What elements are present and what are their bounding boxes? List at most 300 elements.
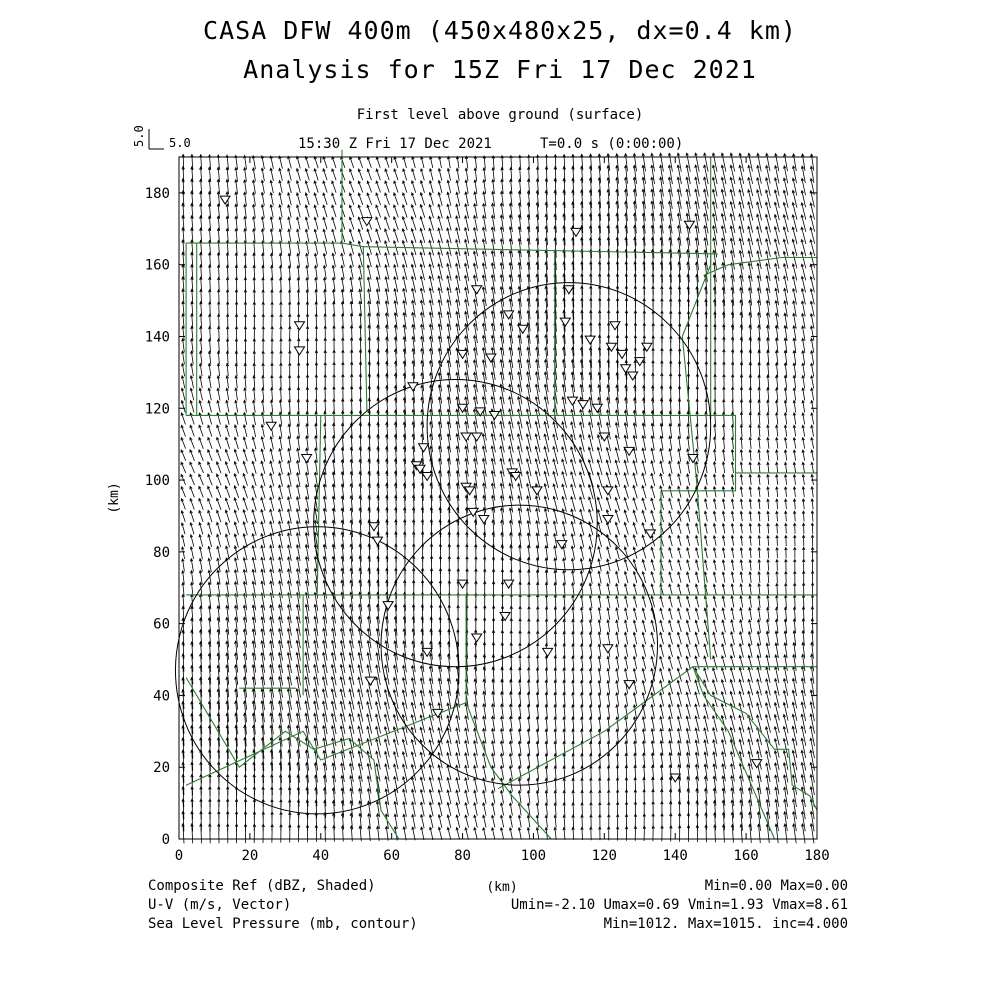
wind-vector bbox=[660, 511, 664, 522]
wind-vector bbox=[235, 168, 238, 182]
wind-vector bbox=[234, 462, 238, 474]
wind-vector bbox=[616, 608, 619, 620]
wind-vector bbox=[616, 620, 619, 632]
wind-vector bbox=[208, 351, 211, 364]
wind-vector bbox=[572, 693, 575, 707]
wind-vector bbox=[492, 803, 495, 816]
x-tick-label: 160 bbox=[733, 848, 759, 864]
wind-vector bbox=[394, 229, 399, 243]
wind-vector bbox=[633, 535, 637, 547]
wind-vector bbox=[651, 511, 655, 523]
wind-vector bbox=[712, 153, 717, 172]
wind-vector bbox=[776, 584, 779, 596]
wind-vector bbox=[581, 668, 584, 681]
wind-vector bbox=[616, 669, 619, 682]
wind-vector bbox=[633, 656, 636, 669]
wind-vector bbox=[802, 523, 805, 534]
wind-vector bbox=[509, 754, 512, 768]
wind-vector bbox=[252, 510, 256, 523]
wind-vector bbox=[289, 363, 292, 377]
wind-vector bbox=[376, 217, 381, 230]
wind-vector bbox=[271, 278, 274, 292]
wind-vector bbox=[545, 729, 548, 743]
wind-vector bbox=[802, 475, 805, 485]
wind-vector bbox=[740, 462, 743, 473]
wind-vector bbox=[660, 535, 664, 546]
wind-vector bbox=[802, 595, 805, 608]
wind-vector bbox=[306, 424, 309, 438]
wind-vector bbox=[244, 363, 247, 376]
wind-vector bbox=[271, 351, 274, 364]
wind-vector bbox=[208, 510, 212, 522]
wind-vector bbox=[802, 388, 805, 401]
wind-vector bbox=[235, 351, 238, 364]
wind-vector bbox=[261, 473, 265, 486]
wind-vector bbox=[182, 351, 185, 364]
wind-vector bbox=[358, 241, 362, 254]
wind-vector bbox=[669, 584, 673, 595]
wind-vector bbox=[527, 791, 530, 804]
wind-vector bbox=[438, 169, 442, 181]
wind-vector bbox=[253, 388, 256, 401]
wind-vector bbox=[687, 461, 690, 473]
wind-vector bbox=[581, 790, 584, 803]
wind-vector bbox=[394, 814, 397, 829]
wind-vector bbox=[669, 511, 673, 522]
wind-vector bbox=[483, 790, 487, 803]
wind-vector bbox=[642, 535, 646, 546]
wind-vector bbox=[199, 486, 204, 497]
wind-vector bbox=[802, 450, 805, 461]
wind-vector bbox=[350, 157, 354, 168]
wind-vector bbox=[642, 523, 646, 535]
wind-vector bbox=[793, 376, 796, 389]
wind-vector bbox=[704, 153, 709, 172]
wind-vector bbox=[651, 644, 655, 656]
wind-vector bbox=[713, 462, 716, 473]
wind-vector bbox=[785, 523, 788, 533]
wind-vector bbox=[252, 449, 256, 461]
wind-vector bbox=[270, 217, 273, 230]
wind-vector bbox=[492, 791, 495, 804]
wind-vector bbox=[367, 205, 372, 217]
wind-vector bbox=[288, 436, 291, 450]
wind-vector bbox=[411, 205, 416, 218]
wind-vector bbox=[270, 229, 273, 242]
wind-vector bbox=[713, 487, 716, 498]
wind-vector bbox=[767, 536, 770, 546]
wind-vector bbox=[615, 522, 619, 534]
wind-vector bbox=[722, 620, 726, 632]
wind-vector bbox=[642, 669, 646, 682]
wind-vector bbox=[590, 790, 593, 803]
wind-vector bbox=[209, 326, 212, 340]
wind-vector bbox=[633, 669, 636, 682]
wind-vector bbox=[190, 499, 194, 510]
wind-vector bbox=[633, 584, 637, 596]
wind-vector bbox=[598, 571, 601, 583]
wind-vector bbox=[802, 462, 805, 472]
wind-vector bbox=[633, 644, 636, 656]
wind-vector bbox=[811, 338, 814, 352]
wind-vector bbox=[554, 607, 557, 621]
wind-vector bbox=[802, 351, 805, 365]
wind-vector bbox=[545, 705, 548, 719]
wind-vector bbox=[315, 266, 318, 279]
wind-vector bbox=[456, 828, 460, 840]
wind-vector bbox=[642, 461, 646, 475]
wind-vector bbox=[554, 705, 557, 719]
wind-vector bbox=[581, 705, 584, 719]
wind-vector bbox=[297, 302, 300, 316]
wind-vector bbox=[403, 169, 407, 180]
wind-vector bbox=[624, 485, 629, 498]
wind-vector bbox=[323, 193, 327, 205]
wind-vector bbox=[181, 535, 184, 547]
wind-vector bbox=[563, 803, 566, 816]
wind-vector bbox=[678, 548, 681, 559]
wind-vector bbox=[235, 339, 238, 352]
wind-vector bbox=[208, 450, 213, 461]
wind-vector bbox=[811, 487, 814, 497]
wind-vector bbox=[288, 217, 291, 230]
y-tick-label: 180 bbox=[144, 185, 170, 202]
wind-vector bbox=[784, 363, 787, 377]
wind-vector bbox=[199, 499, 203, 510]
wind-vector bbox=[651, 705, 655, 719]
wind-vector bbox=[199, 401, 203, 413]
wind-vector bbox=[758, 524, 761, 534]
wind-vector bbox=[749, 475, 752, 485]
wind-vector bbox=[430, 157, 433, 168]
wind-vector bbox=[811, 351, 814, 365]
wind-vector bbox=[279, 217, 282, 230]
wind-vector bbox=[607, 681, 610, 694]
wind-vector bbox=[234, 449, 238, 461]
level-label: First level above ground (surface) bbox=[356, 107, 644, 123]
wind-vector bbox=[687, 536, 690, 546]
wind-vector bbox=[279, 449, 283, 462]
wind-vector bbox=[651, 461, 655, 474]
wind-vector bbox=[767, 596, 770, 608]
wind-vector bbox=[234, 486, 239, 498]
wind-vector bbox=[802, 413, 805, 425]
wind-vector bbox=[695, 608, 699, 620]
wind-vector bbox=[642, 510, 646, 522]
wind-vector bbox=[456, 180, 460, 193]
wind-vector bbox=[581, 766, 584, 779]
wind-vector bbox=[217, 558, 221, 572]
wind-vector bbox=[606, 497, 611, 510]
wind-vector bbox=[598, 583, 601, 595]
wind-vector bbox=[625, 802, 628, 816]
wind-vector bbox=[456, 803, 460, 816]
wind-vector bbox=[758, 425, 761, 437]
wind-vector bbox=[518, 754, 521, 768]
wind-vector bbox=[182, 326, 185, 340]
wind-vector bbox=[686, 632, 690, 644]
wind-vector bbox=[315, 326, 318, 340]
wind-vector bbox=[341, 229, 345, 242]
wind-vector bbox=[740, 437, 743, 449]
wind-vector bbox=[288, 156, 292, 168]
wind-vector bbox=[181, 363, 184, 376]
wind-vector bbox=[784, 462, 787, 472]
wind-vector bbox=[660, 449, 664, 463]
wind-vector bbox=[776, 450, 779, 461]
wind-vector bbox=[616, 729, 619, 743]
wind-vector bbox=[607, 656, 610, 669]
wind-vector bbox=[776, 475, 779, 485]
wind-vector bbox=[598, 534, 602, 547]
wind-vector bbox=[262, 363, 265, 376]
wind-vector bbox=[776, 548, 779, 559]
wind-vector bbox=[359, 277, 362, 291]
wind-vector bbox=[411, 193, 416, 205]
wind-vector bbox=[784, 375, 787, 388]
wind-vector bbox=[181, 425, 186, 436]
wind-vector bbox=[253, 339, 256, 352]
wind-vector bbox=[633, 461, 637, 475]
wind-vector bbox=[607, 729, 610, 743]
wind-vector bbox=[722, 596, 725, 607]
wind-vector bbox=[217, 364, 220, 377]
wind-vector bbox=[518, 828, 521, 840]
wind-vector bbox=[563, 791, 566, 804]
wind-vector bbox=[279, 168, 283, 181]
wind-vector bbox=[581, 827, 584, 840]
wind-vector bbox=[235, 364, 238, 377]
wind-vector bbox=[332, 169, 336, 180]
wind-vector bbox=[811, 413, 814, 425]
wind-vector bbox=[660, 584, 664, 595]
wind-vector bbox=[367, 181, 372, 192]
wind-vector bbox=[580, 571, 583, 584]
wind-vector bbox=[483, 156, 486, 169]
wind-vector bbox=[289, 314, 292, 328]
wind-vector bbox=[217, 450, 222, 461]
wind-vector bbox=[279, 156, 283, 169]
wind-vector bbox=[802, 511, 805, 521]
wind-vector bbox=[695, 584, 698, 595]
wind-vector bbox=[217, 339, 220, 352]
wind-vector bbox=[270, 168, 273, 181]
boundary-line bbox=[363, 247, 718, 254]
wind-vector bbox=[315, 363, 318, 377]
station-marker bbox=[560, 318, 570, 326]
wind-vector bbox=[722, 450, 725, 462]
wind-vector bbox=[252, 498, 256, 511]
wind-vector bbox=[438, 827, 442, 840]
wind-vector bbox=[642, 486, 646, 499]
wind-vector bbox=[412, 169, 416, 181]
wind-vector bbox=[589, 522, 593, 535]
wind-vector bbox=[305, 181, 309, 193]
wind-vector bbox=[669, 461, 672, 474]
wind-vector bbox=[651, 473, 655, 486]
wind-vector bbox=[581, 693, 584, 707]
station-marker bbox=[458, 580, 468, 588]
wind-vector bbox=[811, 511, 814, 522]
wind-vector bbox=[358, 169, 362, 180]
y-tick-label: 60 bbox=[153, 616, 170, 633]
wind-vector bbox=[784, 154, 788, 171]
wind-vector bbox=[660, 644, 664, 656]
wind-vector bbox=[606, 522, 610, 535]
wind-vector bbox=[225, 437, 229, 449]
wind-vector bbox=[244, 180, 247, 194]
wind-vector bbox=[447, 815, 451, 828]
y-tick-label: 100 bbox=[144, 473, 170, 490]
wind-vector bbox=[367, 157, 371, 168]
wind-vector bbox=[616, 693, 619, 706]
wind-vector bbox=[784, 388, 787, 401]
wind-vector bbox=[447, 180, 451, 193]
wind-vector bbox=[279, 424, 282, 437]
wind-vector bbox=[811, 425, 814, 436]
wind-vector bbox=[235, 413, 239, 425]
wind-vector bbox=[677, 644, 681, 657]
wind-vector bbox=[288, 181, 292, 193]
wind-vector bbox=[811, 595, 814, 609]
wind-vector bbox=[749, 596, 752, 608]
wind-vector bbox=[190, 511, 194, 522]
wind-vector bbox=[572, 778, 575, 791]
wind-vector bbox=[598, 717, 601, 731]
wind-vector bbox=[633, 596, 636, 608]
wind-vector bbox=[465, 815, 469, 828]
wind-vector bbox=[731, 450, 734, 461]
wind-vector bbox=[624, 498, 629, 511]
wind-vector bbox=[678, 461, 681, 473]
wind-vector bbox=[563, 619, 566, 633]
station-marker bbox=[603, 487, 613, 495]
wind-vector bbox=[208, 401, 212, 413]
wind-vector bbox=[492, 778, 495, 791]
wind-vector bbox=[731, 536, 734, 546]
wind-vector bbox=[589, 693, 592, 706]
wind-vector bbox=[678, 560, 681, 571]
wind-vector bbox=[261, 425, 264, 438]
wind-vector bbox=[545, 815, 548, 827]
wind-vector bbox=[199, 438, 204, 449]
wind-vector bbox=[802, 571, 805, 583]
wind-vector bbox=[253, 278, 256, 292]
wind-vector bbox=[714, 412, 717, 426]
wind-vector bbox=[740, 499, 743, 509]
wind-vector bbox=[235, 388, 238, 400]
wind-vector bbox=[297, 217, 301, 230]
wind-vector bbox=[235, 180, 238, 194]
wind-vector bbox=[722, 584, 725, 595]
wind-vector bbox=[624, 572, 628, 584]
wind-vector bbox=[802, 547, 805, 558]
wind-vector bbox=[704, 523, 707, 533]
wind-vector bbox=[244, 388, 247, 401]
wind-vector bbox=[367, 169, 371, 180]
wind-vector bbox=[235, 314, 238, 328]
wind-vector bbox=[713, 474, 716, 485]
wind-vector bbox=[244, 290, 247, 304]
wind-vector bbox=[669, 620, 673, 632]
wind-vector bbox=[341, 181, 346, 193]
wind-vector bbox=[190, 388, 194, 400]
wind-vector bbox=[731, 412, 734, 425]
wind-vector bbox=[651, 153, 655, 171]
wind-vector bbox=[642, 498, 646, 510]
wind-vector bbox=[668, 153, 672, 171]
wind-vector bbox=[624, 473, 629, 487]
wind-vector bbox=[758, 437, 761, 448]
wind-vector bbox=[580, 546, 584, 559]
wind-vector bbox=[376, 181, 381, 193]
wind-vector bbox=[607, 766, 610, 780]
wind-vector bbox=[811, 571, 814, 584]
wind-vector bbox=[296, 193, 300, 205]
wind-vector bbox=[314, 217, 318, 229]
wind-vector bbox=[686, 608, 690, 620]
wind-vector bbox=[776, 413, 779, 425]
wind-vector bbox=[740, 362, 743, 377]
wind-vector bbox=[713, 608, 717, 620]
wind-vector bbox=[465, 156, 468, 168]
y-tick-label: 40 bbox=[153, 688, 170, 705]
wind-vector bbox=[660, 656, 664, 669]
wind-vector bbox=[376, 193, 381, 205]
wind-vector bbox=[297, 436, 300, 450]
wind-vector bbox=[306, 314, 309, 328]
wind-vector bbox=[217, 265, 220, 279]
wind-vector bbox=[554, 717, 557, 731]
wind-vector bbox=[794, 571, 797, 583]
wind-vector bbox=[181, 401, 185, 413]
wind-vector bbox=[181, 511, 185, 522]
wind-vector bbox=[758, 400, 761, 413]
wind-vector bbox=[749, 499, 752, 509]
wind-vector bbox=[695, 656, 699, 669]
wind-vector bbox=[784, 475, 787, 485]
wind-vector bbox=[350, 265, 354, 279]
wind-vector bbox=[749, 548, 752, 558]
wind-vector bbox=[731, 596, 734, 608]
x-tick-label: 120 bbox=[591, 848, 617, 864]
wind-vector bbox=[429, 193, 433, 206]
wind-vector bbox=[208, 388, 211, 400]
wind-vector bbox=[696, 437, 699, 450]
wind-vector bbox=[358, 181, 363, 192]
wind-vector bbox=[216, 474, 221, 485]
wind-vector bbox=[271, 314, 274, 328]
wind-vector bbox=[598, 632, 601, 645]
station-marker bbox=[532, 487, 542, 495]
wind-vector bbox=[288, 375, 291, 389]
wind-vector bbox=[713, 620, 717, 632]
wind-vector bbox=[262, 351, 265, 364]
wind-vector bbox=[358, 265, 362, 279]
wind-vector bbox=[598, 547, 602, 560]
wind-vector bbox=[554, 803, 557, 816]
wind-vector bbox=[554, 693, 557, 707]
wind-vector bbox=[545, 778, 548, 791]
wind-vector bbox=[261, 156, 264, 169]
wind-vector bbox=[367, 229, 372, 242]
wind-vector bbox=[199, 364, 202, 377]
wind-vector bbox=[349, 181, 354, 192]
wind-vector bbox=[429, 169, 433, 181]
wind-vector bbox=[315, 314, 318, 328]
wind-vector bbox=[749, 620, 752, 633]
wind-vector bbox=[776, 388, 779, 401]
